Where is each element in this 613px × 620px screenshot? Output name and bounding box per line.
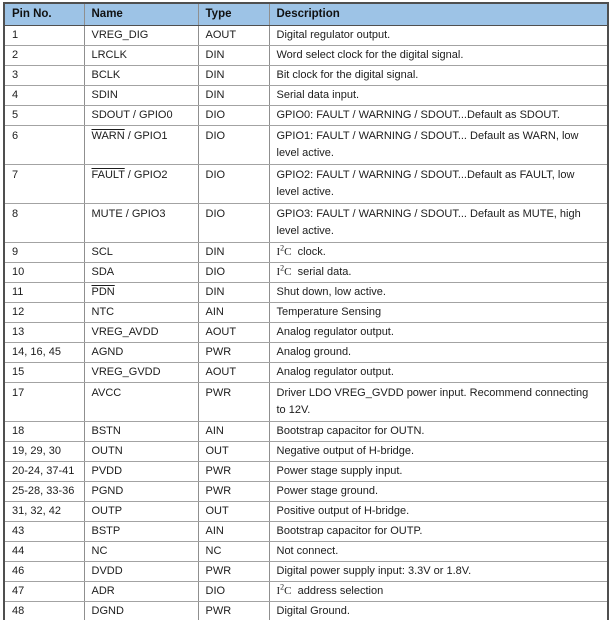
pin-type-cell: AOUT: [198, 323, 269, 343]
pin-number-cell: 2: [4, 46, 84, 66]
pin-number-cell: 14, 16, 45: [4, 343, 84, 363]
pin-type-cell: OUT: [198, 442, 269, 462]
pin-description-cell: Not connect.: [269, 542, 608, 562]
pin-name-cell: LRCLK: [84, 46, 198, 66]
pin-number-cell: 12: [4, 303, 84, 323]
table-row: [4, 383, 608, 422]
pin-number-cell: 46: [4, 562, 84, 582]
pin-number-cell: 8: [4, 204, 84, 243]
pin-number-cell: 25-28, 33-36: [4, 482, 84, 502]
pin-table-body: [4, 26, 608, 620]
pin-number-cell: 10: [4, 263, 84, 283]
overlined-signal-name: $\overline{PDN}$: [91, 286, 115, 298]
column-header-description: Description: [269, 3, 608, 26]
pin-description-cell: Digital power supply input: 3.3V or 1.8V.: [269, 562, 608, 582]
pin-type-cell: DIO: [198, 582, 269, 602]
pin-number-cell: 44: [4, 542, 84, 562]
pin-name-cell: WARN / GPIO1: [84, 126, 198, 165]
table-row: [4, 243, 608, 263]
pin-type-cell: DIN: [198, 283, 269, 303]
pin-number-cell: 3: [4, 66, 84, 86]
pin-name-cell: PGND: [84, 482, 198, 502]
pin-description-cell: Analog regulator output.: [269, 363, 608, 383]
i2c-notation: $I^2C$: [276, 243, 292, 258]
header-row: [4, 3, 608, 26]
pin-name-cell: AGND: [84, 343, 198, 363]
pin-type-cell: AIN: [198, 303, 269, 323]
pin-type-cell: DIN: [198, 46, 269, 66]
pin-description-cell: $I^2C$ clock.: [269, 243, 608, 263]
table-row: [4, 602, 608, 620]
pin-type-cell: PWR: [198, 482, 269, 502]
column-header-type: Type: [198, 3, 269, 26]
pin-name-cell: VREG_AVDD: [84, 323, 198, 343]
pin-name-cell: AVCC: [84, 383, 198, 422]
pin-number-cell: 7: [4, 165, 84, 204]
pin-description-cell: Bootstrap capacitor for OUTP.: [269, 522, 608, 542]
pin-name-cell: DVDD: [84, 562, 198, 582]
table-row: [4, 522, 608, 542]
pin-description-cell: $I^2C$ address selection: [269, 582, 608, 602]
pin-type-cell: DIO: [198, 263, 269, 283]
pin-description-cell: GPIO0: FAULT / WARNING / SDOUT...Default as SDOUT.: [269, 106, 608, 126]
pin-name-cell: [84, 283, 198, 303]
table-row: [4, 204, 608, 243]
pin-description-cell: Shut down, low active.: [269, 283, 608, 303]
pin-description-cell: GPIO2: FAULT / WARNING / SDOUT...Default as FAULT, low level active.: [269, 165, 608, 204]
pin-number-cell: 19, 29, 30: [4, 442, 84, 462]
pin-number-cell: 43: [4, 522, 84, 542]
pin-name-cell: VREG_DIG: [84, 26, 198, 46]
column-header-name: Name: [84, 3, 198, 26]
pin-description-cell: Driver LDO VREG_GVDD power input. Recommend connecting to 12V.: [269, 383, 608, 422]
pin-type-cell: DIN: [198, 243, 269, 263]
pin-number-cell: 15: [4, 363, 84, 383]
pin-number-cell: 20-24, 37-41: [4, 462, 84, 482]
table-row: [4, 165, 608, 204]
pin-name-cell: MUTE / GPIO3: [84, 204, 198, 243]
table-row: [4, 106, 608, 126]
pin-name-cell: ADR: [84, 582, 198, 602]
i2c-notation: $I^2C$: [276, 263, 292, 278]
column-header-pin-no: Pin No.: [4, 3, 84, 26]
table-row: [4, 263, 608, 283]
pin-number-cell: 18: [4, 422, 84, 442]
pin-name-cell: SCL: [84, 243, 198, 263]
table-row: [4, 502, 608, 522]
pin-number-cell: 4: [4, 86, 84, 106]
pin-description-cell: Bit clock for the digital signal.: [269, 66, 608, 86]
pin-name-cell: VREG_GVDD: [84, 363, 198, 383]
pin-number-cell: 1: [4, 26, 84, 46]
pin-description-cell: GPIO3: FAULT / WARNING / SDOUT... Default as MUTE, high level active.: [269, 204, 608, 243]
pin-name-cell: PVDD: [84, 462, 198, 482]
pin-name-cell: OUTP: [84, 502, 198, 522]
table-row: [4, 582, 608, 602]
pin-name-cell: NTC: [84, 303, 198, 323]
pin-description-cell: Negative output of H-bridge.: [269, 442, 608, 462]
overlined-signal-name: WARN: [91, 130, 125, 142]
pin-description-cell: Bootstrap capacitor for OUTN.: [269, 422, 608, 442]
pin-number-cell: 11: [4, 283, 84, 303]
pin-number-cell: 9: [4, 243, 84, 263]
pin-description-cell: Analog regulator output.: [269, 323, 608, 343]
pin-type-cell: PWR: [198, 602, 269, 620]
pin-name-cell: BCLK: [84, 66, 198, 86]
pin-type-cell: AOUT: [198, 26, 269, 46]
pin-description-cell: Power stage supply input.: [269, 462, 608, 482]
table-row: [4, 283, 608, 303]
pin-number-cell: 47: [4, 582, 84, 602]
table-row: [4, 126, 608, 165]
table-row: [4, 363, 608, 383]
pin-description-cell: Digital regulator output.: [269, 26, 608, 46]
pin-description-cell: Word select clock for the digital signal.: [269, 46, 608, 66]
pin-name-cell: BSTP: [84, 522, 198, 542]
pin-number-cell: 13: [4, 323, 84, 343]
pin-name-cell: NC: [84, 542, 198, 562]
pin-number-cell: 31, 32, 42: [4, 502, 84, 522]
pin-type-cell: NC: [198, 542, 269, 562]
pin-description-cell: Power stage ground.: [269, 482, 608, 502]
pin-number-cell: 17: [4, 383, 84, 422]
table-row: [4, 442, 608, 462]
table-row: [4, 422, 608, 442]
pin-type-cell: DIO: [198, 106, 269, 126]
pin-description-cell: Digital Ground.: [269, 602, 608, 620]
pin-name-cell: SDA: [84, 263, 198, 283]
pin-name-cell: BSTN: [84, 422, 198, 442]
table-row: [4, 86, 608, 106]
pin-type-cell: DIO: [198, 204, 269, 243]
pin-number-cell: 48: [4, 602, 84, 620]
pin-type-cell: DIN: [198, 86, 269, 106]
pin-description-cell: $I^2C$ serial data.: [269, 263, 608, 283]
pin-name-cell: OUTN: [84, 442, 198, 462]
pin-name-cell: SDIN: [84, 86, 198, 106]
table-row: [4, 46, 608, 66]
pin-description-cell: Analog ground.: [269, 343, 608, 363]
pin-description-cell: Temperature Sensing: [269, 303, 608, 323]
pin-description-cell: Positive output of H-bridge.: [269, 502, 608, 522]
pin-number-cell: 6: [4, 126, 84, 165]
pin-type-cell: PWR: [198, 343, 269, 363]
table-row: [4, 343, 608, 363]
pin-type-cell: PWR: [198, 562, 269, 582]
pin-type-cell: DIO: [198, 126, 269, 165]
pin-type-cell: PWR: [198, 462, 269, 482]
table-row: [4, 562, 608, 582]
pin-number-cell: 5: [4, 106, 84, 126]
table-header: [4, 3, 608, 26]
pin-description-cell: Serial data input.: [269, 86, 608, 106]
table-row: [4, 26, 608, 46]
table-row: [4, 462, 608, 482]
i2c-notation: $I^2C$: [276, 582, 292, 597]
pin-name-cell: DGND: [84, 602, 198, 620]
table-row: [4, 66, 608, 86]
pin-type-cell: DIN: [198, 66, 269, 86]
pin-description-table: [3, 2, 609, 620]
pin-type-cell: AIN: [198, 522, 269, 542]
table-row: [4, 303, 608, 323]
overlined-signal-name: FAULT: [91, 169, 125, 181]
pin-name-cell: FAULT / GPIO2: [84, 165, 198, 204]
table-row: [4, 323, 608, 343]
table-row: [4, 542, 608, 562]
pin-name-cell: SDOUT / GPIO0: [84, 106, 198, 126]
pin-type-cell: OUT: [198, 502, 269, 522]
table-row: [4, 482, 608, 502]
pin-type-cell: PWR: [198, 383, 269, 422]
pin-description-cell: GPIO1: FAULT / WARNING / SDOUT... Default as WARN, low level active.: [269, 126, 608, 165]
pin-type-cell: DIO: [198, 165, 269, 204]
pin-type-cell: AOUT: [198, 363, 269, 383]
pin-type-cell: AIN: [198, 422, 269, 442]
